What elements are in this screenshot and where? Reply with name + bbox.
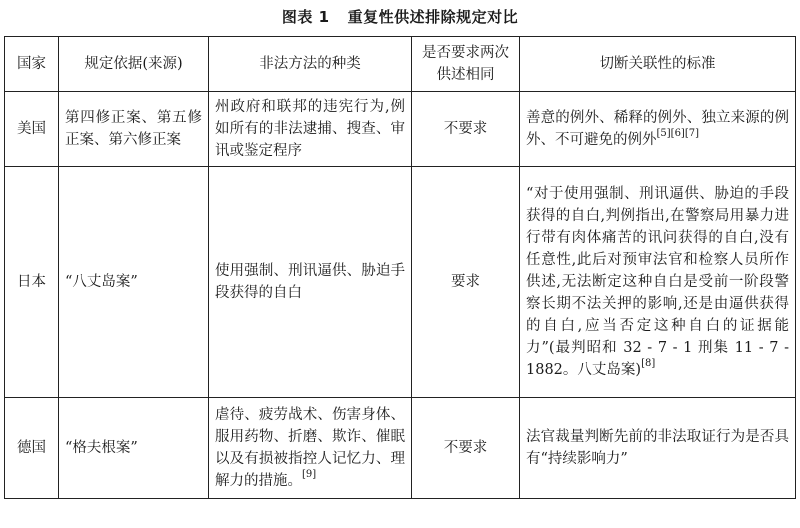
table-row-japan: [5, 167, 796, 398]
ref-8: [8]: [641, 358, 656, 369]
caption-title: 重复性供述排除规定对比: [347, 8, 519, 26]
table-caption: [0, 0, 800, 34]
cell-standard: 法官裁量判断先前的非法取证行为是否具有“持续影响力”: [520, 398, 796, 499]
table-row-germany: [5, 398, 796, 499]
comparison-table: [4, 36, 796, 499]
cell-basis: “八丈岛案”: [59, 167, 209, 398]
standard-text: “对于使用强制、刑讯逼供、胁迫的手段获得的自白,判例指出,在警察局用暴力进行带有肉体痛苦的讯问获得的自白,没有任意性,此后对预审法官和检察人员所作供述,无法断定这种自白是受前一阶段警察长期不法关押的影响,还是由逼供获得的自白,应当否定这种自白的证据能力”(最判昭和 32 - 7 - 1 刑集 11 - 7 - 1882。八丈岛案): [526, 186, 789, 378]
cell-same-required: 要求: [412, 167, 520, 398]
cell-methods: [209, 398, 412, 499]
cell-standard: [520, 167, 796, 398]
ref-9: [9]: [302, 469, 317, 480]
header-country: 国家: [5, 37, 59, 92]
ref-6: [6]: [670, 128, 685, 139]
standard-text: 善意的例外、稀释的例外、独立来源的例外、不可避免的例外: [526, 110, 789, 148]
header-basis: 规定依据(来源): [59, 37, 209, 92]
table-header-row: [5, 37, 796, 92]
header-standard: 切断关联性的标准: [520, 37, 796, 92]
table-row-usa: [5, 92, 796, 167]
cell-methods: 州政府和联邦的违宪行为,例如所有的非法逮捕、搜查、审讯或鉴定程序: [209, 92, 412, 167]
cell-country: 美国: [5, 92, 59, 167]
cell-basis: 第四修正案、第五修正案、第六修正案: [59, 92, 209, 167]
cell-standard: [520, 92, 796, 167]
ref-7: [7]: [684, 128, 700, 139]
header-same-required: 是否要求两次供述相同: [412, 37, 520, 92]
caption-label: 图表 1: [281, 8, 330, 26]
methods-text: 虐待、疲劳战术、伤害身体、服用药物、折磨、欺诈、催眠以及有损被指控人记忆力、理解力的措施。: [215, 407, 405, 489]
cell-country: 日本: [5, 167, 59, 398]
cell-basis: “格夫根案”: [59, 398, 209, 499]
ref-5: [5]: [656, 128, 671, 139]
cell-same-required: 不要求: [412, 398, 520, 499]
header-methods: 非法方法的种类: [209, 37, 412, 92]
cell-country: 德国: [5, 398, 59, 499]
cell-methods: 使用强制、刑讯逼供、胁迫手段获得的自白: [209, 167, 412, 398]
cell-same-required: 不要求: [412, 92, 520, 167]
